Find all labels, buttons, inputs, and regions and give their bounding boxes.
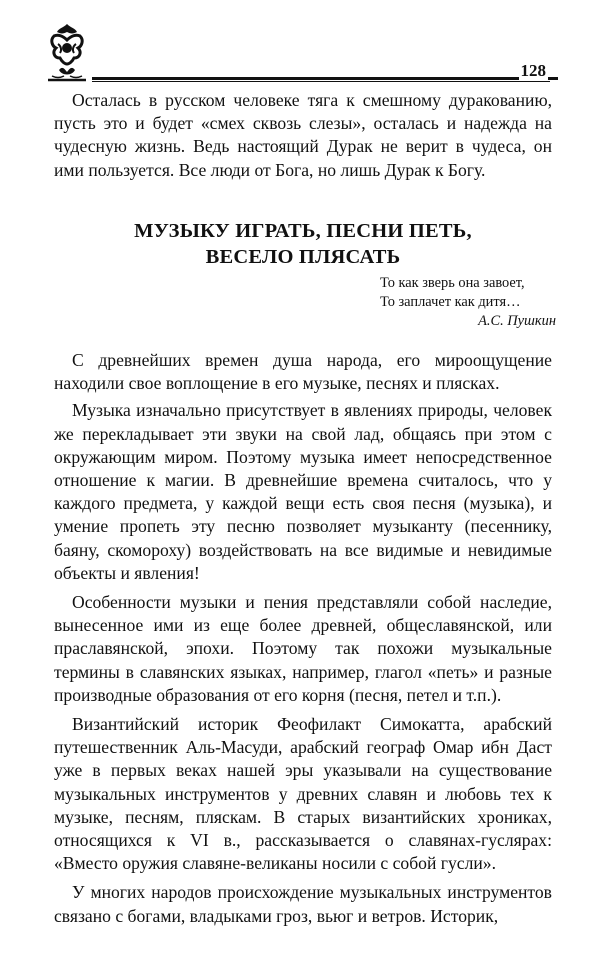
paragraph: Особенности музыки и пения представляли собой наследие, вынесенное ими из еще более древней, общеславянской, или праславянской, эпохи. Поэтому так похожи музыкальные термины в славянских языках, например, глагол «петь» и разные производные образования от его корня (песня, петел и т.п.). — [54, 592, 552, 705]
header-rule — [92, 77, 550, 80]
epigraph-line-2: То заплачет как дитя… — [380, 294, 521, 310]
chapter-title-line-1: МУЗЫКУ ИГРАТЬ, ПЕСНИ ПЕТЬ, — [134, 220, 472, 242]
intro-text — [54, 89, 552, 182]
page-header — [40, 22, 560, 84]
intro-paragraph: Осталась в русском человеке тяга к смешному дуракованию, пусть это и будет «смех сквозь слезы», осталась и надежда на чудесную жизнь. Ведь настоящий Дурак не верит в чудеса, он ими пользуется. Все люди от Бога, но лишь Дурак к Богу. — [54, 90, 552, 180]
paragraph: С древнейших времен душа народа, его мироощущение находили свое воплощение в его музыке, песнях и плясках. — [54, 350, 552, 394]
paragraph: Византийский историк Феофилакт Симокатта, арабский путешественник Аль-Масуди, арабский географ Омар ибн Даст уже в первых веках нашей эры указывали на существование музыкальных инструментов у древних славян и любовь тех к музыке, песням, пляскам. В старых византийских хрониках, относящихся к VI в., рассказывается о славянах-гуслярах: «Вместо оружия славяне-великаны носили с собой гусли». — [54, 714, 552, 874]
epigraph-author: А.С. Пушкин — [478, 313, 556, 329]
paragraph: У многих народов происхождение музыкальных инструментов связано с богами, владыками гроз, вьюг и ветров. Историк, — [54, 882, 552, 926]
epigraph — [380, 274, 570, 331]
header-rule-thin — [92, 81, 550, 82]
epigraph-line-1: То как зверь она завоет, — [380, 275, 525, 291]
ornament-icon — [44, 22, 90, 82]
paragraph: Музыка изначально присутствует в явлениях природы, человек же перекладывает эти звуки на свой лад, общаясь при этом с окружающим миром. Поэтому музыка имеет непосредственное отношение к магии. В древнейшие времена считалось, что у каждого предмета, у каждой вещи есть своя песня (музыка), и умение пропеть эту песню позволяет музыканту (песеннику, баяну, скомороху) воздействовать на все видимые и невидимые объекты и явления! — [54, 400, 552, 583]
chapter-title — [54, 218, 552, 270]
page-number: 128 — [520, 61, 546, 80]
chapter-title-line-2: ВЕСЕЛО ПЛЯСАТЬ — [205, 246, 401, 268]
body-text — [54, 349, 552, 928]
